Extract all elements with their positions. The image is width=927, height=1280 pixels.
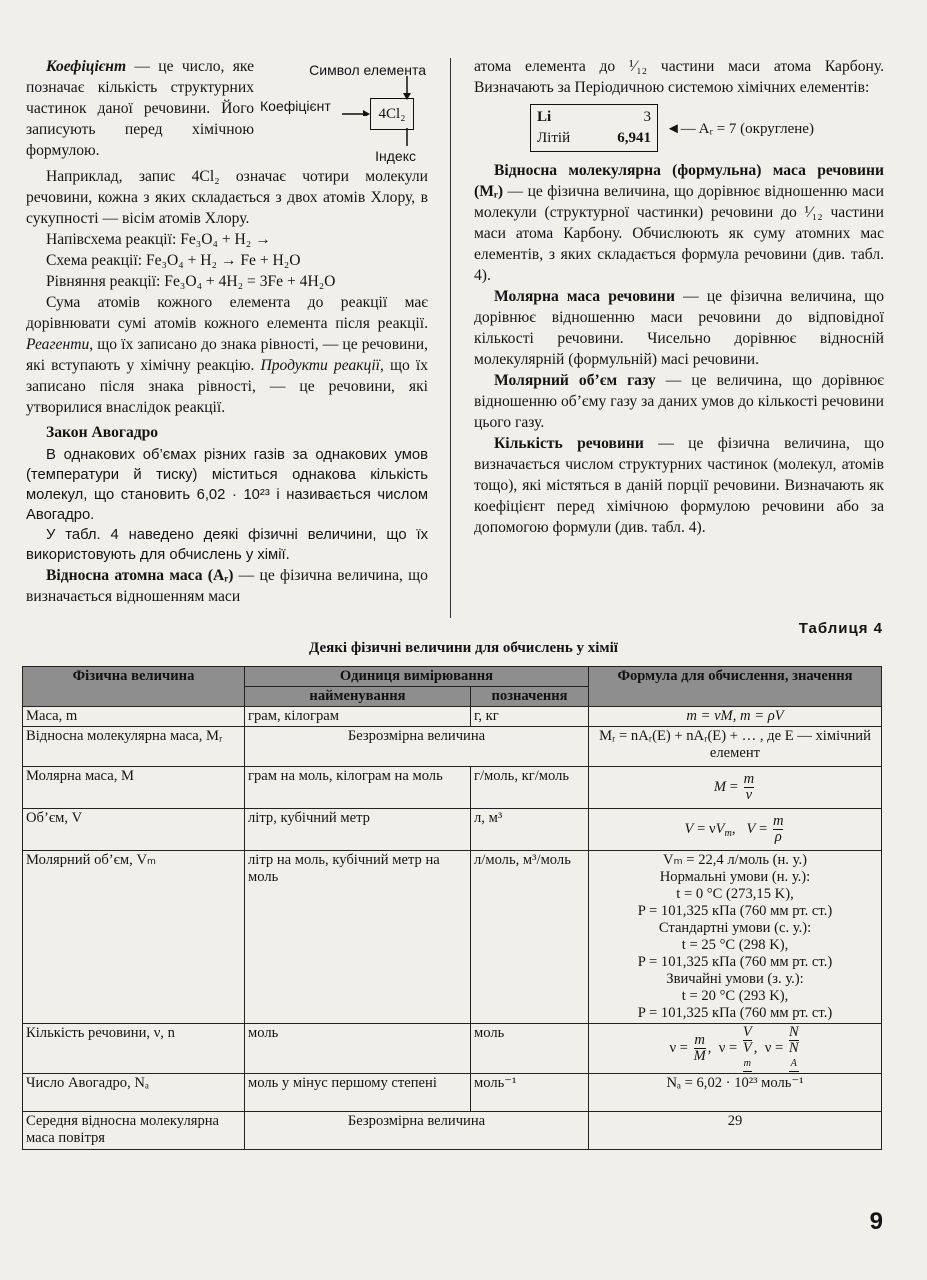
cell-formula: m = νM, m = ρV	[589, 707, 882, 727]
formula-line: Звичайні умови (з. у.):	[666, 971, 804, 987]
element-number: 3	[643, 109, 651, 125]
atomic-mass-continued: атома елемента до ¹⁄₁₂ частини маси атома Карбону. Визначають за Періодичною системою хімічних елементів:	[474, 58, 884, 96]
formula-line: P = 101,325 кПа (760 мм рт. ст.)	[637, 903, 833, 919]
header-unit: Одиниця вимірювання	[245, 667, 589, 687]
table-reference: У табл. 4 наведено деякі фізичні величини, що їх використовують для обчислень у хімії.	[26, 527, 428, 563]
table-row	[23, 1024, 882, 1074]
cell-quantity: Відносна молекулярна маса, Mᵣ	[23, 727, 245, 767]
cell-unit-name: моль у мінус першому степені	[245, 1074, 471, 1112]
cell-unit-merged: Безрозмірна величина	[245, 1112, 589, 1150]
table-row	[23, 809, 882, 851]
cell-formula: Mᵣ = nAᵣ(E) + nAᵣ(E) + … , де Е — хімічний елемент	[589, 727, 882, 767]
amount-definition: Кількість речовини — це фізична величина, що визначається числом структурних частинок (молекул, атомів тощо), які містяться в даній порції речовини. Визначають як коефіцієнт перед хімічною формулою речовини або за допомогою формули (див. табл. 4).	[474, 435, 884, 536]
scheme-line: Схема реакції: Fe₃O₄ + H₂ → Fe + H₂O	[46, 252, 301, 269]
element-name: Літій	[537, 130, 571, 146]
quantities-table	[22, 666, 882, 1150]
table-row	[23, 851, 882, 1024]
table-caption: Таблиця 4	[798, 620, 883, 637]
cell-formula: 29	[589, 1112, 882, 1150]
molar-mass-definition: Молярна маса речовини — це фізична величина, що дорівнює відношенню маси речовини до відповідної кількості речовини. Чисельно дорівнює відносній молекулярній (формульній) масі речовини.	[474, 288, 884, 368]
cell-unit-name: грам, кілограм	[245, 707, 471, 727]
element-symbol: Li	[537, 109, 552, 125]
formula-line: P = 101,325 кПа (760 мм рт. ст.)	[637, 954, 833, 970]
element-mass-note: ◄— Aᵣ = 7 (округлене)	[665, 120, 814, 137]
cell-quantity: Середня відносна молекулярна маса повітря	[23, 1112, 245, 1150]
formula-line: t = 20 °C (293 K),	[681, 988, 789, 1004]
molar-volume-definition: Молярний об’єм газу — це величина, що дорівнює відношенню об’єму газу за даних умов до кількості речовини цього газу.	[474, 372, 884, 431]
cell-unit-symbol: г/моль, кг/моль	[471, 767, 589, 809]
scheme-index-label: Індекс	[375, 148, 416, 164]
header-quantity: Фізична величина	[23, 667, 245, 707]
cell-formula: Nₐ = 6,02 · 10²³ моль⁻¹	[589, 1074, 882, 1112]
cell-unit-symbol: моль	[471, 1024, 589, 1074]
table-title: Деякі фізичні величини для обчислень у хімії	[309, 640, 618, 656]
molecular-mass-definition: Відносна молекулярна (формульна) маса речовини (Mᵣ) — це фізична величина, що дорівнює відношенню маси молекули (структурної частинки) речовини до ¹⁄₁₂ частини маси атома Карбону. Обчислюють як суму атомних мас елементів, з яких складається формула речовини (див. табл. 4).	[474, 162, 884, 284]
cell-quantity: Молярний об’єм, Vₘ	[23, 851, 245, 1024]
element-cell	[530, 104, 658, 152]
cell-quantity: Молярна маса, M	[23, 767, 245, 809]
table-row	[23, 767, 882, 809]
table-row	[23, 707, 882, 727]
cell-formula: M = $\frac{m}{\nu}$	[589, 767, 882, 809]
half-scheme-line: Напівсхема реакції: Fe₃O₄ + H₂ →	[46, 231, 271, 248]
formula-line: P = 101,325 кПа (760 мм рт. ст.)	[637, 1005, 833, 1021]
reaction-paragraph: Сума атомів кожного елемента до реакції має дорівнювати сумі атомів кожного елемента після реакції. Реагенти, що їх записано до знака рівності, — це речовини, які вступають у хімічну реакцію. Продукти реакції, що їх записано після знака рівності, — це речовини, які утворилися внаслідок реакції.	[26, 294, 428, 416]
coefficient-definition: Коефіцієнт — це число, яке позначає кількість структурних частинок даної речовини. Його записують перед хімічною формулою.	[26, 58, 254, 159]
cell-formula: $V = \nu V_m$, V = $\frac{m}{\rho}$	[589, 809, 882, 851]
table-header-row	[23, 667, 882, 687]
equation-line: Рівняння реакції: Fe₃O₄ + 4H₂ = 3Fe + 4H₂O	[46, 273, 336, 290]
header-unit-symbol: позначення	[471, 687, 589, 707]
header-formula: Формула для обчислення, значення	[589, 667, 882, 707]
atomic-mass-definition: Відносна атомна маса (Aᵣ) — це фізична величина, що визначається відношенням маси	[26, 567, 428, 605]
coefficient-block	[26, 56, 428, 166]
column-divider	[450, 58, 451, 618]
table-row	[23, 1112, 882, 1150]
cell-unit-name: моль	[245, 1024, 471, 1074]
cell-quantity: Маса, m	[23, 707, 245, 727]
cell-unit-symbol: г, кг	[471, 707, 589, 727]
formula-line: Vₘ = 22,4 л/моль (н. у.)	[663, 852, 807, 868]
scheme-symbol-label: Символ елемента	[309, 62, 426, 78]
cell-formula: ν = $\frac{m}{M}$ , ν = V V m , ν = N N A	[589, 1024, 882, 1074]
scheme-formula: 4Cl₂	[370, 98, 414, 130]
arrow-right-icon	[342, 102, 370, 116]
cell-quantity: Кількість речовини, ν, n	[23, 1024, 245, 1074]
element-mass: 6,941	[617, 130, 651, 146]
arrow-down-icon	[400, 76, 414, 100]
avogadro-law: В однакових об’ємах різних газів за однакових умов (температури й тиску) міститься однакова кількість молекул, що становить 6,02 · 10²³ і називається числом Авогадро.	[26, 447, 428, 523]
avogadro-heading: Закон Авогадро	[46, 424, 159, 441]
cell-quantity: Об’єм, V	[23, 809, 245, 851]
header-unit-name: найменування	[245, 687, 471, 707]
page-number: 9	[869, 1208, 883, 1235]
left-column	[26, 56, 428, 607]
cell-unit-symbol: л, м³	[471, 809, 589, 851]
coefficient-scheme	[260, 56, 428, 166]
table-row	[23, 1074, 882, 1112]
example-paragraph: Наприклад, запис 4Cl₂ означає чотири молекули речовини, кожна з яких складається з двох атомів Хлору, в сукупності — вісім атомів Хлору.	[26, 168, 428, 227]
table-row	[23, 727, 882, 767]
right-column	[474, 56, 884, 538]
index-pointer-icon	[400, 128, 414, 146]
formula-line: t = 0 °C (273,15 K),	[676, 886, 794, 902]
cell-quantity: Число Авогадро, Nₐ	[23, 1074, 245, 1112]
cell-unit-name: літр на моль, кубічний метр на моль	[245, 851, 471, 1024]
cell-formula	[589, 851, 882, 1024]
scheme-coef-label: Коефіцієнт	[260, 98, 331, 114]
formula-line: Стандартні умови (с. у.):	[658, 920, 812, 936]
cell-unit-merged: Безрозмірна величина	[245, 727, 589, 767]
formula-line: Нормальні умови (н. у.):	[659, 869, 811, 885]
formula-line: t = 25 °C (298 K),	[681, 937, 789, 953]
cell-unit-symbol: моль⁻¹	[471, 1074, 589, 1112]
cell-unit-symbol: л/моль, м³/моль	[471, 851, 589, 1024]
cell-unit-name: літр, кубічний метр	[245, 809, 471, 851]
cell-unit-name: грам на моль, кілограм на моль	[245, 767, 471, 809]
